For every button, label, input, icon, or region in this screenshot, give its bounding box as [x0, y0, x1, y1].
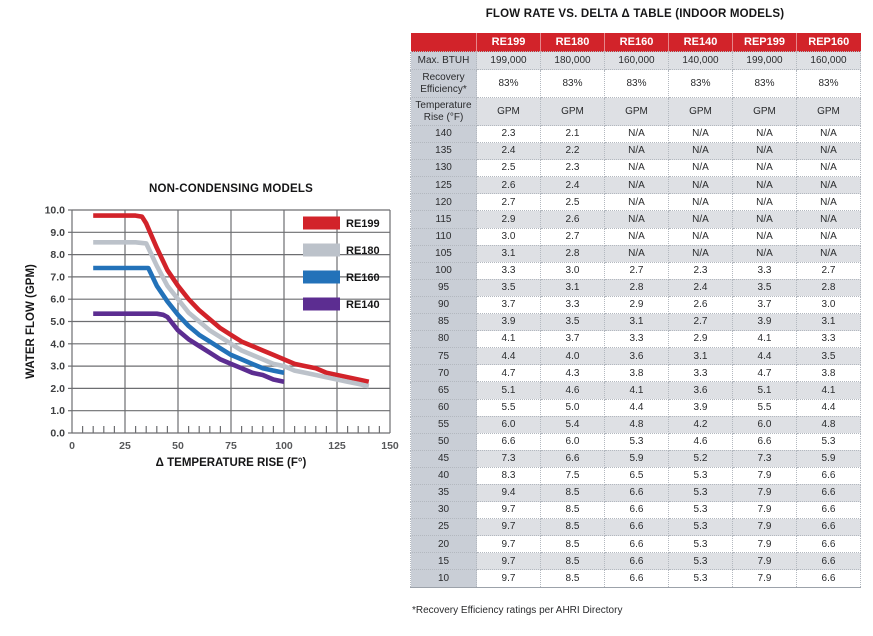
rise-35-value: 9.4 [477, 484, 541, 501]
rise-20-value: 5.3 [669, 536, 733, 553]
rise-50-value: 4.6 [669, 433, 733, 450]
rise-125-value: 2.4 [541, 177, 605, 194]
rise-30-row [411, 502, 861, 519]
y-axis-title: WATER FLOW (GPM) [25, 264, 37, 379]
rise-45-value: 7.3 [477, 450, 541, 467]
rise-130-label: 130 [411, 160, 477, 177]
column-header-re160: RE160 [605, 33, 669, 52]
rise-100-value: 3.0 [541, 262, 605, 279]
rise-115-row [411, 211, 861, 228]
rise-30-value: 8.5 [541, 502, 605, 519]
rise-125-label: 125 [411, 177, 477, 194]
rise-90-label: 90 [411, 296, 477, 313]
rise-110-row [411, 228, 861, 245]
rise-95-value: 3.1 [541, 279, 605, 296]
legend-swatch-re180 [303, 244, 340, 257]
rise-80-value: 3.7 [541, 331, 605, 348]
rise-55-row [411, 416, 861, 433]
rise-85-value: 2.7 [669, 314, 733, 331]
rise-45-label: 45 [411, 450, 477, 467]
rise-55-value: 5.4 [541, 416, 605, 433]
rise-40-value: 6.6 [797, 467, 861, 484]
rise-65-value: 4.1 [797, 382, 861, 399]
rise-15-value: 8.5 [541, 553, 605, 570]
spec-2-value: GPM [797, 98, 861, 126]
rise-95-value: 2.8 [797, 279, 861, 296]
rise-85-value: 3.9 [477, 314, 541, 331]
rise-135-value: 2.2 [541, 143, 605, 160]
rise-105-value: N/A [605, 245, 669, 262]
rise-140-value: 2.3 [477, 126, 541, 143]
rise-80-value: 4.1 [477, 331, 541, 348]
rise-125-row [411, 177, 861, 194]
chart-title: NON-CONDENSING MODELS [149, 183, 313, 195]
rise-30-value: 7.9 [733, 502, 797, 519]
legend-swatch-re140 [303, 298, 340, 311]
spec-1-value: 83% [797, 70, 861, 98]
rise-120-value: N/A [669, 194, 733, 211]
rise-75-value: 4.4 [477, 348, 541, 365]
rise-125-value: N/A [733, 177, 797, 194]
spec-2-row [411, 98, 861, 126]
flow-table-section [410, 8, 860, 616]
rise-120-value: 2.7 [477, 194, 541, 211]
rise-90-value: 2.6 [669, 296, 733, 313]
rise-85-label: 85 [411, 314, 477, 331]
rise-100-value: 2.3 [669, 262, 733, 279]
rise-70-value: 3.3 [669, 365, 733, 382]
rise-20-value: 6.6 [797, 536, 861, 553]
rise-55-value: 6.0 [477, 416, 541, 433]
rise-45-value: 5.9 [797, 450, 861, 467]
rise-10-row [411, 570, 861, 587]
rise-100-row [411, 262, 861, 279]
rise-120-value: N/A [733, 194, 797, 211]
rise-70-value: 4.3 [541, 365, 605, 382]
rise-30-label: 30 [411, 502, 477, 519]
rise-135-value: N/A [669, 143, 733, 160]
rise-100-value: 3.3 [733, 262, 797, 279]
spec-0-value: 160,000 [797, 52, 861, 70]
rise-125-value: N/A [797, 177, 861, 194]
rise-35-value: 6.6 [797, 484, 861, 501]
rise-120-value: N/A [605, 194, 669, 211]
rise-30-value: 6.6 [605, 502, 669, 519]
svg-text:7.0: 7.0 [50, 271, 65, 284]
rise-135-value: N/A [605, 143, 669, 160]
legend-swatch-re199 [303, 217, 340, 230]
rise-10-value: 9.7 [477, 570, 541, 587]
spec-1-value: 83% [605, 70, 669, 98]
rise-60-value: 5.0 [541, 399, 605, 416]
rise-80-label: 80 [411, 331, 477, 348]
rise-135-label: 135 [411, 143, 477, 160]
rise-40-row [411, 467, 861, 484]
spec-1-value: 83% [733, 70, 797, 98]
rise-110-value: N/A [797, 228, 861, 245]
rise-20-value: 7.9 [733, 536, 797, 553]
rise-50-value: 6.0 [541, 433, 605, 450]
rise-90-value: 3.7 [477, 296, 541, 313]
rise-110-value: N/A [605, 228, 669, 245]
model-header-row [411, 33, 861, 52]
rise-100-label: 100 [411, 262, 477, 279]
legend-label-re160: RE160 [346, 272, 380, 284]
column-header-re199: RE199 [477, 33, 541, 52]
svg-text:6.0: 6.0 [50, 293, 65, 306]
rise-50-value: 5.3 [605, 433, 669, 450]
spec-0-value: 199,000 [477, 52, 541, 70]
rise-140-value: 2.1 [541, 126, 605, 143]
spec-2-value: GPM [477, 98, 541, 126]
rise-90-value: 3.0 [797, 296, 861, 313]
rise-30-value: 9.7 [477, 502, 541, 519]
spec-2-value: GPM [733, 98, 797, 126]
rise-110-label: 110 [411, 228, 477, 245]
rise-90-value: 2.9 [605, 296, 669, 313]
spec-2-label: Temperature Rise (°F) [411, 98, 477, 126]
rise-55-value: 4.8 [797, 416, 861, 433]
rise-85-value: 3.9 [733, 314, 797, 331]
rise-95-value: 3.5 [733, 279, 797, 296]
rise-15-value: 6.6 [797, 553, 861, 570]
column-header-re140: RE140 [669, 33, 733, 52]
spec-1-value: 83% [477, 70, 541, 98]
rise-20-value: 6.6 [605, 536, 669, 553]
rise-55-value: 4.2 [669, 416, 733, 433]
rise-90-value: 3.7 [733, 296, 797, 313]
spec-1-row [411, 70, 861, 98]
rise-35-value: 6.6 [605, 484, 669, 501]
chart-legend [303, 217, 380, 312]
rise-35-label: 35 [411, 484, 477, 501]
rise-75-value: 3.6 [605, 348, 669, 365]
svg-text:3.0: 3.0 [50, 360, 65, 373]
rise-125-value: N/A [669, 177, 733, 194]
rise-80-value: 4.1 [733, 331, 797, 348]
rise-85-row [411, 314, 861, 331]
rise-115-value: N/A [669, 211, 733, 228]
svg-text:8.0: 8.0 [50, 249, 65, 262]
rise-10-value: 6.6 [797, 570, 861, 587]
rise-130-value: N/A [733, 160, 797, 177]
rise-135-value: N/A [733, 143, 797, 160]
rise-60-value: 4.4 [797, 399, 861, 416]
rise-120-label: 120 [411, 194, 477, 211]
rise-130-value: N/A [605, 160, 669, 177]
rise-125-value: N/A [605, 177, 669, 194]
rise-15-value: 5.3 [669, 553, 733, 570]
rise-95-value: 2.4 [669, 279, 733, 296]
rise-130-row [411, 160, 861, 177]
rise-35-row [411, 484, 861, 501]
rise-65-value: 4.1 [605, 382, 669, 399]
rise-15-value: 6.6 [605, 553, 669, 570]
svg-text:1.0: 1.0 [50, 405, 65, 418]
rise-80-row [411, 331, 861, 348]
rise-40-value: 8.3 [477, 467, 541, 484]
rise-20-value: 9.7 [477, 536, 541, 553]
rise-55-value: 6.0 [733, 416, 797, 433]
rise-60-value: 5.5 [477, 399, 541, 416]
rise-140-value: N/A [797, 126, 861, 143]
column-header-rep199: REP199 [733, 33, 797, 52]
column-header-re180: RE180 [541, 33, 605, 52]
rise-25-value: 8.5 [541, 519, 605, 536]
rise-25-value: 5.3 [669, 519, 733, 536]
rise-70-label: 70 [411, 365, 477, 382]
rise-90-value: 3.3 [541, 296, 605, 313]
rise-65-label: 65 [411, 382, 477, 399]
rise-60-value: 4.4 [605, 399, 669, 416]
rise-15-label: 15 [411, 553, 477, 570]
svg-text:5.0: 5.0 [50, 316, 65, 328]
svg-text:0.0: 0.0 [50, 427, 65, 440]
svg-text:75: 75 [225, 440, 237, 452]
spec-0-value: 160,000 [605, 52, 669, 70]
rise-125-value: 2.6 [477, 177, 541, 194]
rise-40-value: 7.9 [733, 467, 797, 484]
rise-130-value: N/A [797, 160, 861, 177]
rise-110-value: 2.7 [541, 228, 605, 245]
rise-120-value: 2.5 [541, 194, 605, 211]
rise-85-value: 3.1 [797, 314, 861, 331]
rise-10-value: 8.5 [541, 570, 605, 587]
rise-25-value: 7.9 [733, 519, 797, 536]
rise-110-value: N/A [733, 228, 797, 245]
table-footnote: *Recovery Efficiency ratings per AHRI Directory [412, 604, 623, 616]
rise-50-value: 5.3 [797, 433, 861, 450]
rise-35-value: 5.3 [669, 484, 733, 501]
rise-130-value: N/A [669, 160, 733, 177]
rise-65-value: 3.6 [669, 382, 733, 399]
spec-0-value: 140,000 [669, 52, 733, 70]
rise-80-value: 3.3 [605, 331, 669, 348]
rise-115-value: 2.9 [477, 211, 541, 228]
rise-100-value: 2.7 [605, 262, 669, 279]
rise-45-value: 5.9 [605, 450, 669, 467]
rise-135-value: 2.4 [477, 143, 541, 160]
svg-text:150: 150 [381, 440, 399, 452]
rise-55-value: 4.8 [605, 416, 669, 433]
rise-140-value: N/A [669, 126, 733, 143]
rise-25-value: 6.6 [797, 519, 861, 536]
spec-1-value: 83% [541, 70, 605, 98]
rise-45-value: 6.6 [541, 450, 605, 467]
rise-20-value: 8.5 [541, 536, 605, 553]
rise-25-value: 9.7 [477, 519, 541, 536]
rise-75-label: 75 [411, 348, 477, 365]
rise-65-value: 4.6 [541, 382, 605, 399]
rise-30-value: 5.3 [669, 502, 733, 519]
rise-135-value: N/A [797, 143, 861, 160]
flow-rate-table [410, 33, 861, 588]
svg-text:9.0: 9.0 [50, 226, 65, 239]
rise-30-value: 6.6 [797, 502, 861, 519]
rise-40-value: 6.5 [605, 467, 669, 484]
rise-85-value: 3.1 [605, 314, 669, 331]
rise-105-value: N/A [733, 245, 797, 262]
rise-95-value: 2.8 [605, 279, 669, 296]
svg-text:125: 125 [328, 440, 346, 452]
spec-0-value: 180,000 [541, 52, 605, 70]
svg-text:50: 50 [172, 440, 184, 452]
rise-15-value: 7.9 [733, 553, 797, 570]
spec-0-value: 199,000 [733, 52, 797, 70]
rise-15-row [411, 553, 861, 570]
rise-65-row [411, 382, 861, 399]
rise-50-value: 6.6 [733, 433, 797, 450]
rise-20-label: 20 [411, 536, 477, 553]
rise-15-value: 9.7 [477, 553, 541, 570]
rise-70-row [411, 365, 861, 382]
rise-40-value: 7.5 [541, 467, 605, 484]
spec-2-value: GPM [541, 98, 605, 126]
legend-label-re180: RE180 [346, 245, 380, 257]
rise-120-row [411, 194, 861, 211]
rise-45-row [411, 450, 861, 467]
rise-115-value: N/A [733, 211, 797, 228]
rise-130-value: 2.5 [477, 160, 541, 177]
rise-115-label: 115 [411, 211, 477, 228]
rise-140-row [411, 126, 861, 143]
flow-chart-section [20, 183, 420, 483]
rise-70-value: 4.7 [733, 365, 797, 382]
rise-20-row [411, 536, 861, 553]
x-axis-title: Δ TEMPERATURE RISE (F°) [155, 457, 307, 469]
flow-rate-line-chart [20, 199, 420, 474]
rise-90-row [411, 296, 861, 313]
rise-50-value: 6.6 [477, 433, 541, 450]
rise-105-value: N/A [797, 245, 861, 262]
rise-115-value: N/A [797, 211, 861, 228]
rise-10-label: 10 [411, 570, 477, 587]
rise-45-value: 7.3 [733, 450, 797, 467]
rise-70-value: 3.8 [797, 365, 861, 382]
rise-45-value: 5.2 [669, 450, 733, 467]
rise-130-value: 2.3 [541, 160, 605, 177]
rise-70-value: 4.7 [477, 365, 541, 382]
spec-0-label: Max. BTUH [411, 52, 477, 70]
rise-65-value: 5.1 [477, 382, 541, 399]
rise-25-value: 6.6 [605, 519, 669, 536]
rise-60-label: 60 [411, 399, 477, 416]
spec-1-value: 83% [669, 70, 733, 98]
svg-text:100: 100 [275, 440, 293, 452]
spec-2-value: GPM [605, 98, 669, 126]
rise-100-value: 2.7 [797, 262, 861, 279]
rise-35-value: 7.9 [733, 484, 797, 501]
rise-75-value: 4.4 [733, 348, 797, 365]
rise-25-label: 25 [411, 519, 477, 536]
rise-135-row [411, 143, 861, 160]
legend-label-re140: RE140 [346, 299, 380, 311]
table-title: FLOW RATE VS. DELTA Δ TABLE (INDOOR MODELS) [485, 8, 785, 20]
spec-1-label: Recovery Efficiency* [411, 70, 477, 98]
rise-95-value: 3.5 [477, 279, 541, 296]
rise-140-value: N/A [605, 126, 669, 143]
rise-60-row [411, 399, 861, 416]
rise-105-value: N/A [669, 245, 733, 262]
spec-2-value: GPM [669, 98, 733, 126]
rise-140-label: 140 [411, 126, 477, 143]
rise-10-value: 5.3 [669, 570, 733, 587]
svg-text:0: 0 [69, 440, 75, 452]
rise-95-row [411, 279, 861, 296]
rise-115-value: 2.6 [541, 211, 605, 228]
rise-95-label: 95 [411, 279, 477, 296]
rise-10-value: 6.6 [605, 570, 669, 587]
rise-75-value: 3.1 [669, 348, 733, 365]
svg-text:2.0: 2.0 [50, 382, 65, 395]
rise-50-label: 50 [411, 433, 477, 450]
legend-label-re199: RE199 [346, 218, 380, 230]
rise-40-label: 40 [411, 467, 477, 484]
rise-100-value: 3.3 [477, 262, 541, 279]
rise-105-value: 3.1 [477, 245, 541, 262]
rise-60-value: 3.9 [669, 399, 733, 416]
svg-text:25: 25 [119, 440, 131, 452]
spec-0-row [411, 52, 861, 70]
rise-105-label: 105 [411, 245, 477, 262]
rise-70-value: 3.8 [605, 365, 669, 382]
rise-65-value: 5.1 [733, 382, 797, 399]
rise-105-value: 2.8 [541, 245, 605, 262]
rise-75-value: 3.5 [797, 348, 861, 365]
rise-40-value: 5.3 [669, 467, 733, 484]
svg-text:4.0: 4.0 [50, 338, 65, 351]
rise-140-value: N/A [733, 126, 797, 143]
rise-35-value: 8.5 [541, 484, 605, 501]
rise-120-value: N/A [797, 194, 861, 211]
rise-10-value: 7.9 [733, 570, 797, 587]
rise-50-row [411, 433, 861, 450]
rise-60-value: 5.5 [733, 399, 797, 416]
rise-85-value: 3.5 [541, 314, 605, 331]
rise-110-value: 3.0 [477, 228, 541, 245]
rise-80-value: 2.9 [669, 331, 733, 348]
rise-80-value: 3.3 [797, 331, 861, 348]
table-corner-cell [411, 33, 477, 52]
rise-25-row [411, 519, 861, 536]
rise-75-row [411, 348, 861, 365]
rise-75-value: 4.0 [541, 348, 605, 365]
legend-swatch-re160 [303, 271, 340, 284]
rise-105-row [411, 245, 861, 262]
rise-55-label: 55 [411, 416, 477, 433]
svg-text:10.0: 10.0 [44, 204, 65, 217]
column-header-rep160: REP160 [797, 33, 861, 52]
rise-115-value: N/A [605, 211, 669, 228]
rise-110-value: N/A [669, 228, 733, 245]
